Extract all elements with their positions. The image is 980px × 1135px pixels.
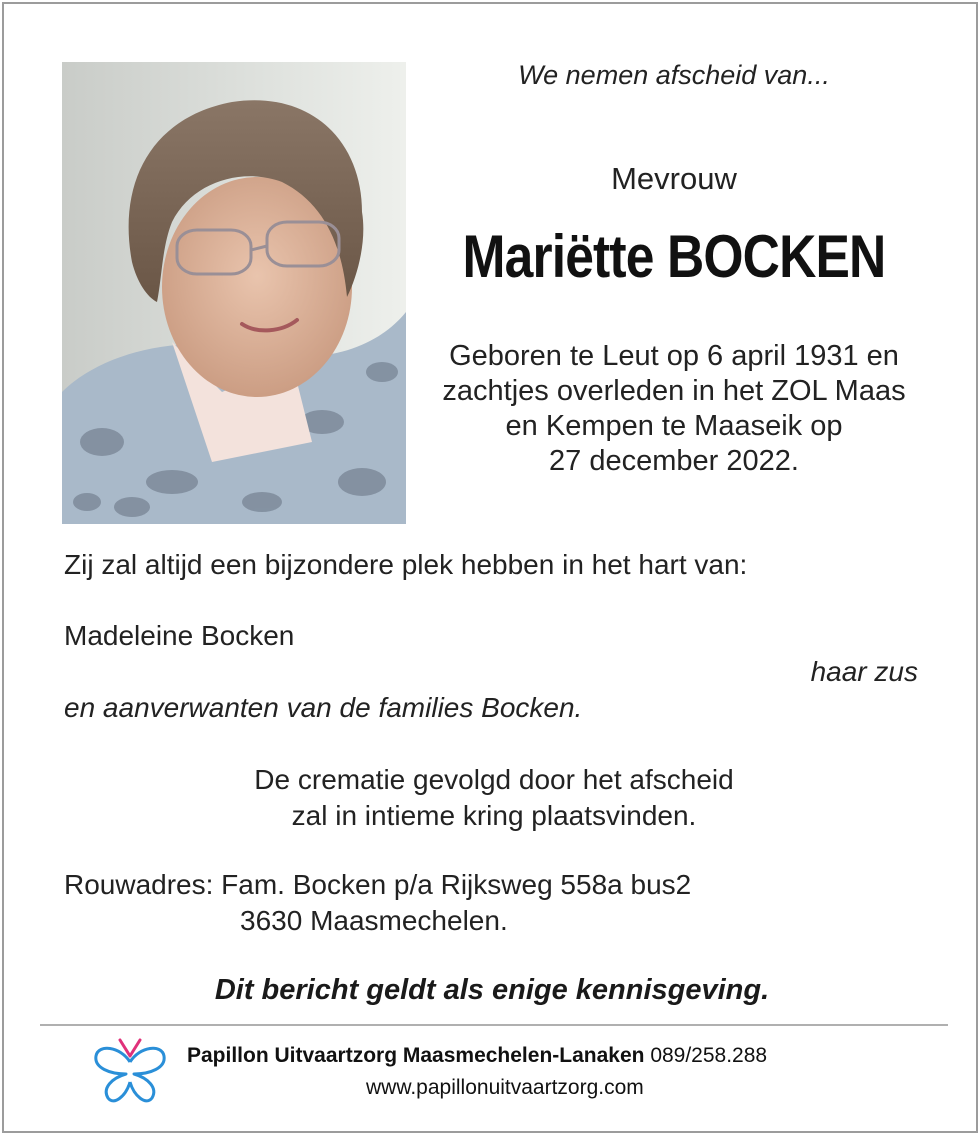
birth-death-line: 27 december 2022.	[549, 445, 799, 477]
company-website[interactable]: www.papillonuitvaartzorg.com	[366, 1076, 644, 1099]
final-notice: Dit bericht geldt als enige kennisgeving.	[214, 974, 770, 1006]
portrait-photo	[62, 62, 406, 524]
birth-death-line: en Kempen te Maaseik op	[505, 410, 843, 442]
obituary-card	[2, 2, 978, 1133]
butterfly-icon	[90, 1034, 170, 1108]
birth-death-line: Geboren te Leut op 6 april 1931 en	[449, 340, 899, 372]
families-line: en aanverwanten van de families Bocken.	[64, 692, 583, 723]
funeral-home	[187, 1044, 767, 1068]
heart-line: Zij zal altijd een bijzondere plek hebben in het hart van:	[64, 549, 748, 580]
birth-death-line: zachtjes overleden in het ZOL Maas	[442, 375, 906, 407]
cremation-info	[164, 762, 824, 834]
title-prefix: Mevrouw	[611, 161, 737, 196]
mourning-address-city: 3630 Maasmechelen.	[240, 905, 508, 936]
birth-death-details	[414, 339, 934, 479]
footer-divider	[40, 1024, 948, 1026]
cremation-line: zal in intieme kring plaatsvinden.	[291, 800, 697, 831]
relative-relation: haar zus	[810, 656, 918, 687]
company-name: Papillon Uitvaartzorg Maasmechelen-Lanaken	[187, 1044, 645, 1067]
relative-name: Madeleine Bocken	[64, 620, 295, 651]
intro-text: We nemen afscheid van...	[518, 60, 830, 90]
company-phone: 089/258.288	[650, 1044, 768, 1067]
mourning-address-line: Rouwadres: Fam. Bocken p/a Rijksweg 558a bus2	[64, 869, 692, 900]
cremation-line: De crematie gevolgd door het afscheid	[254, 764, 734, 795]
deceased-name: Mariëtte BOCKEN	[462, 223, 886, 290]
